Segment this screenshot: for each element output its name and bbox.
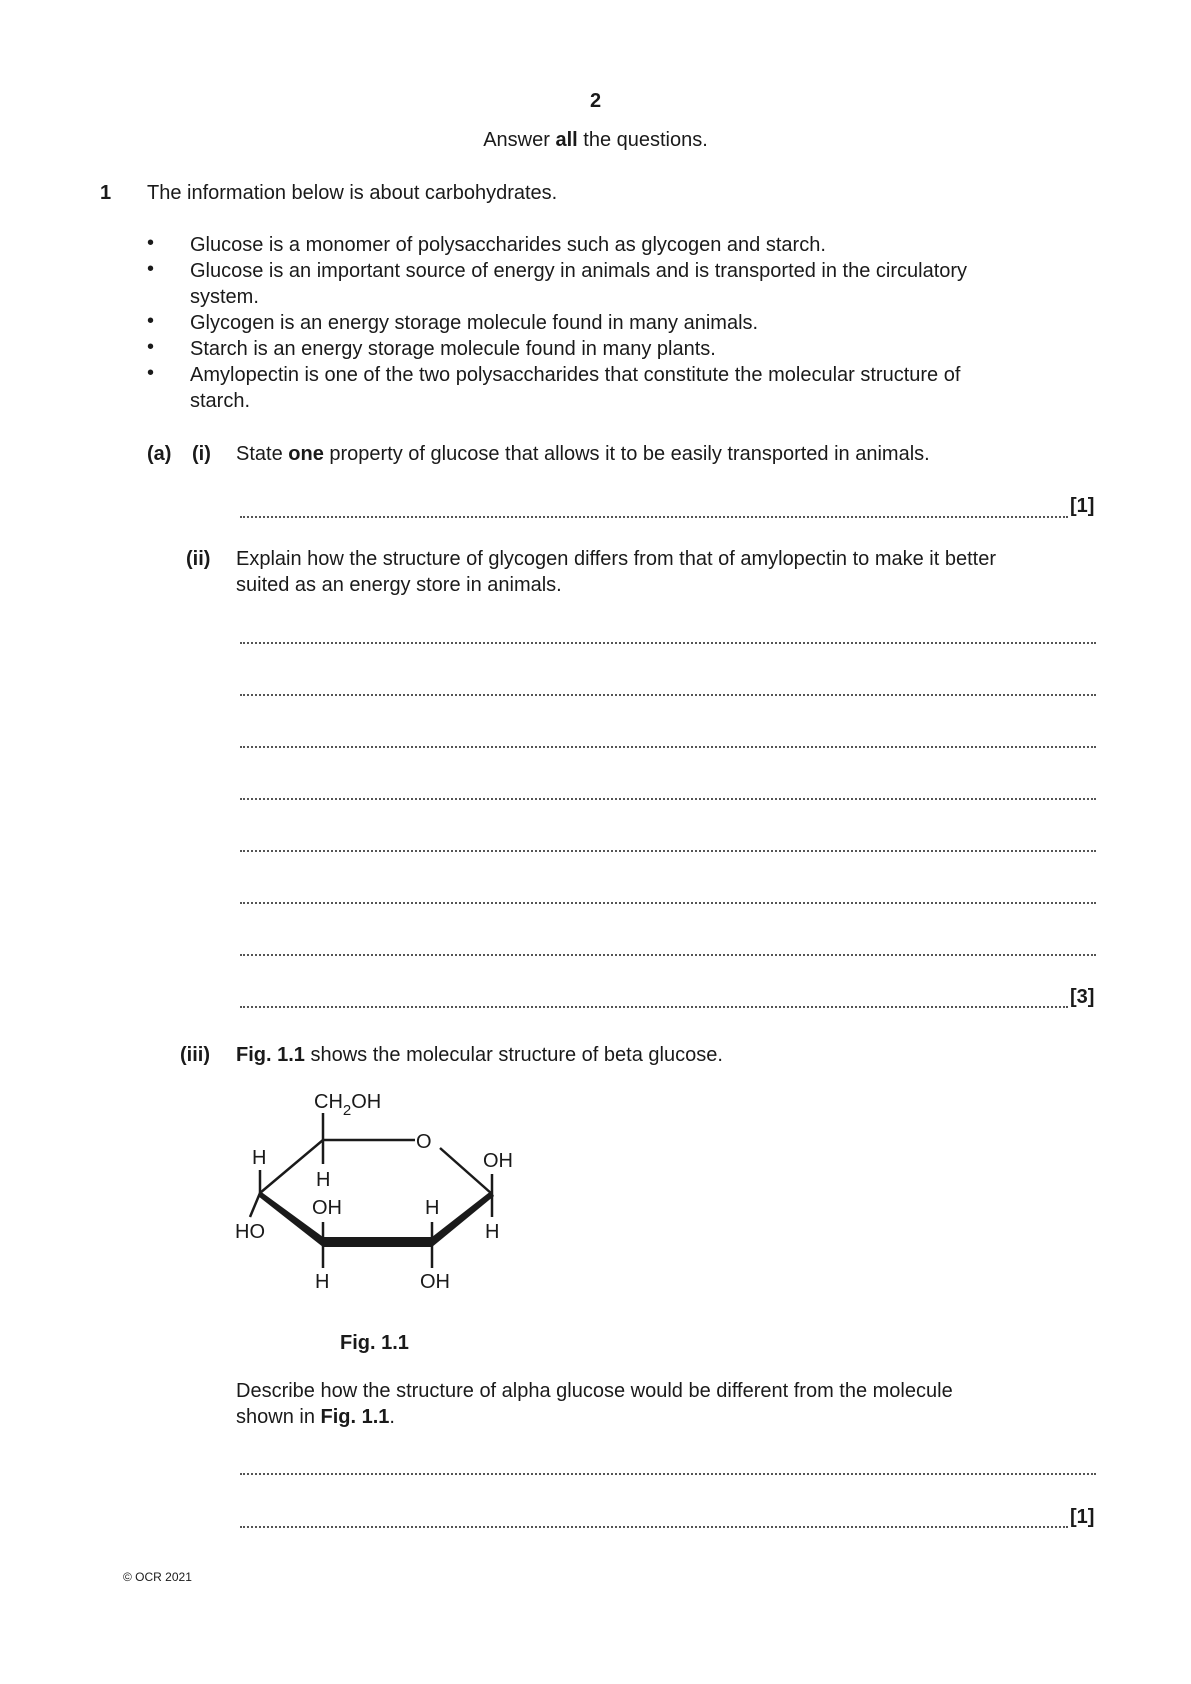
sub-i-before: State — [236, 443, 289, 465]
sub-i-after: property of glucose that allows it to be easily transported in animals. — [323, 443, 930, 465]
sub-ii-label: (ii) — [186, 548, 211, 570]
c4-h-label: H — [252, 1147, 267, 1169]
c2-oh-label: OH — [420, 1271, 450, 1293]
bullet-marker: • — [147, 258, 155, 280]
bullet-item-continued: system. — [190, 286, 259, 308]
answer-line-iii[interactable] — [240, 1526, 1068, 1528]
c3-h-label: H — [315, 1271, 330, 1293]
describe-after: . — [389, 1406, 395, 1428]
c1-oh-label: OH — [483, 1150, 513, 1172]
sub-i-bold: one — [288, 443, 324, 465]
bullet-marker: • — [147, 232, 155, 254]
answer-line-iii[interactable] — [240, 1473, 1096, 1475]
figure-caption: Fig. 1.1 — [340, 1332, 409, 1354]
sub-i-label: (i) — [192, 443, 211, 465]
instruction-before: Answer — [483, 129, 556, 151]
bond-c4-ho — [250, 1193, 260, 1217]
instruction-after: the questions. — [577, 129, 708, 151]
sub-ii-line1: Explain how the structure of glycogen differs from that of amylopectin to make it better — [236, 548, 997, 570]
bullet-marker: • — [147, 362, 155, 384]
sub-iii-after: shows the molecular structure of beta glucose. — [304, 1044, 723, 1066]
bullet-marker: • — [147, 336, 155, 358]
bullet-item: Glycogen is an energy storage molecule found in many animals. — [190, 312, 759, 334]
bullet-item-continued: starch. — [190, 390, 251, 412]
bullet-item: Starch is an energy storage molecule found in many plants. — [190, 338, 716, 360]
sub-ii-line2: suited as an energy store in animals. — [236, 574, 562, 596]
c5-h-label: H — [316, 1169, 331, 1191]
describe-bold: Fig. 1.1 — [320, 1406, 390, 1428]
mark-i: [1] — [1070, 495, 1095, 517]
bullet-item: Amylopectin is one of the two polysaccharides that constitute the molecular structure of — [190, 364, 961, 386]
page-number: 2 — [589, 90, 602, 112]
c2-h-label: H — [425, 1197, 440, 1219]
copyright: © OCR 2021 — [123, 1570, 192, 1584]
c3-oh-label: OH — [312, 1197, 342, 1219]
mark-ii: [3] — [1070, 986, 1095, 1008]
bullet-item: Glucose is an important source of energy in animals and is transported in the circulatory — [190, 260, 968, 282]
question-intro: The information below is about carbohydrates. — [147, 182, 558, 204]
mark-iii: [1] — [1070, 1506, 1095, 1528]
question-number: 1 — [100, 182, 112, 204]
bullet-marker: • — [147, 310, 155, 332]
instruction-bold: all — [555, 129, 578, 151]
part-a-label: (a) — [147, 443, 172, 465]
ring-oxygen-label: O — [416, 1131, 432, 1153]
describe-line1: Describe how the structure of alpha glucose would be different from the molecule — [236, 1380, 953, 1402]
describe-line2 — [236, 1404, 395, 1430]
bond-c4-c5 — [260, 1140, 323, 1193]
sub-iii-label: (iii) — [180, 1044, 210, 1066]
c4-ho-label: HO — [235, 1221, 265, 1243]
describe-before: shown in — [236, 1406, 321, 1428]
fig-reference: Fig. 1.1 — [236, 1044, 305, 1066]
ch2oh-label: $CH_2OH$ — [314, 1091, 382, 1119]
bond-c3-c2 — [323, 1237, 432, 1247]
c1-h-label: H — [485, 1221, 500, 1243]
bullet-item: Glucose is a monomer of polysaccharides such as glycogen and starch. — [190, 234, 826, 256]
